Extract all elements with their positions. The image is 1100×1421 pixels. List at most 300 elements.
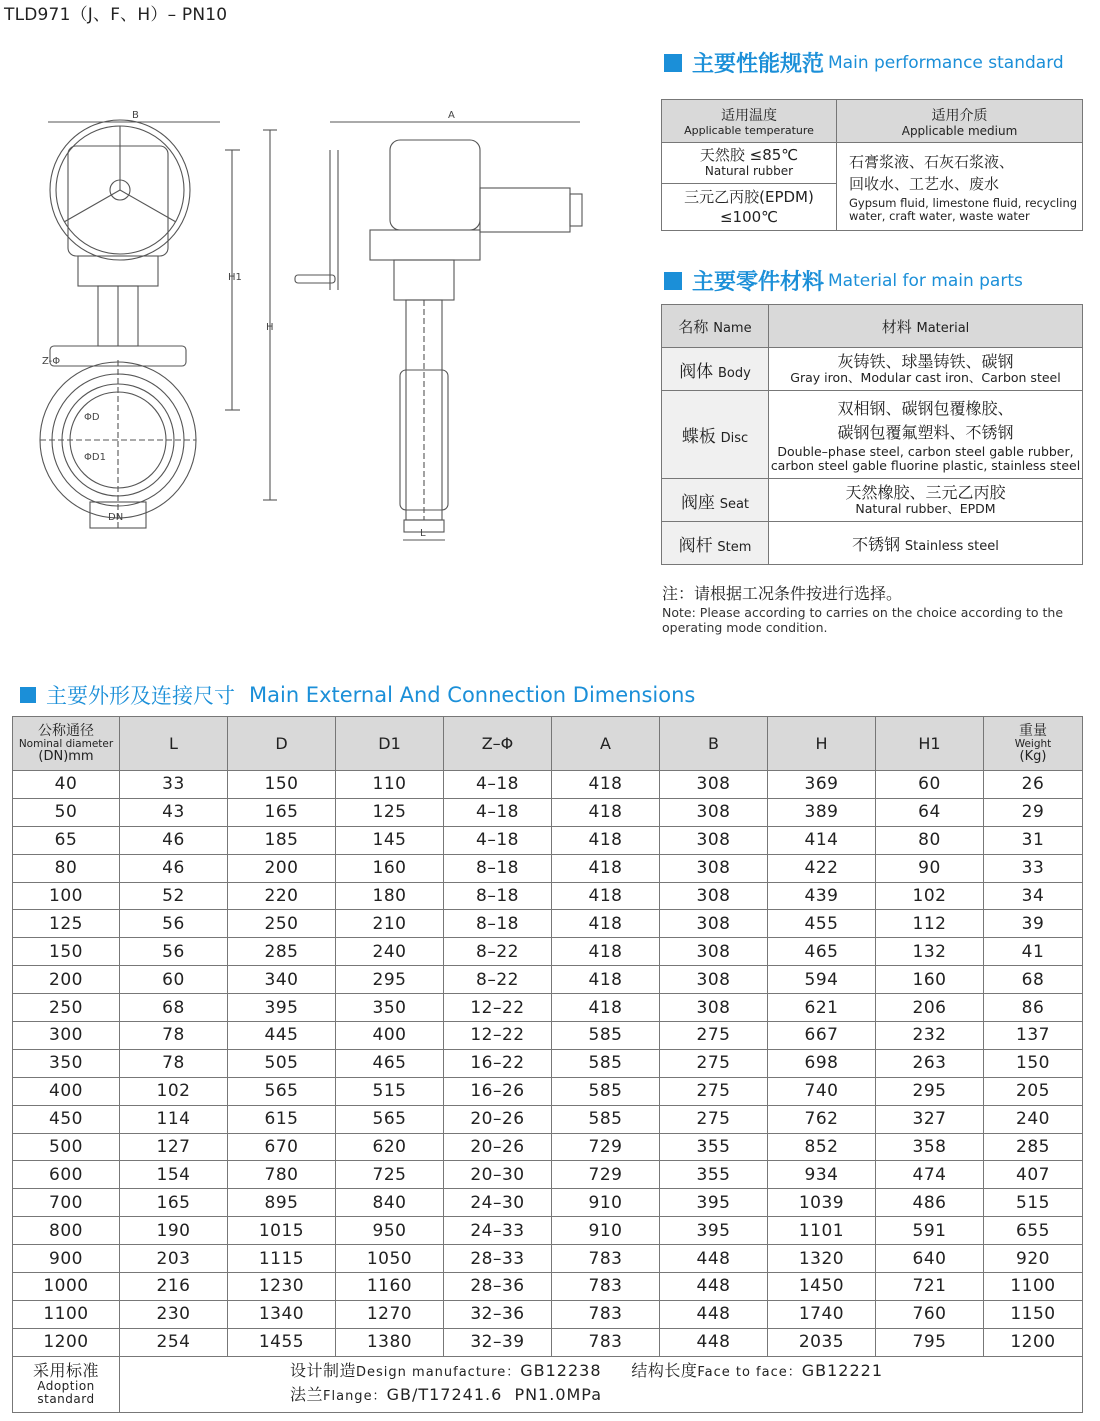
table-cell: 8–18: [444, 910, 552, 938]
std3-en: Flange：: [323, 1389, 387, 1405]
header-dn-en: Nominal diameter: [18, 737, 114, 750]
table-cell: 418: [552, 882, 660, 910]
material-en: Double–phase steel, carbon steel gable rubber,: [777, 443, 1074, 459]
material-en: Stainless steel: [904, 538, 999, 554]
note-zh: 注：请根据工况条件按进行选择。: [662, 584, 903, 603]
table-cell: 295: [336, 966, 444, 994]
material-name-en: Body: [717, 365, 751, 381]
table-cell: 41: [984, 938, 1083, 966]
table-cell: 102: [876, 882, 984, 910]
table-cell: 160: [876, 966, 984, 994]
table-cell: 1015: [228, 1217, 336, 1245]
material-row: [662, 391, 1083, 479]
table-cell: 783: [552, 1328, 660, 1356]
material-name: [662, 479, 769, 522]
note-en: Note: Please according to carries on the choice according to the operating mode condition.: [662, 605, 1064, 635]
table-cell: 700: [13, 1189, 120, 1217]
table-row: [13, 966, 1083, 994]
table-cell: 795: [876, 1328, 984, 1356]
material-value: [769, 479, 1083, 522]
material-row: [662, 348, 1083, 391]
table-cell: 600: [13, 1161, 120, 1189]
table-cell: 448: [660, 1273, 768, 1301]
table-cell: 1270: [336, 1300, 444, 1328]
table-cell: 439: [768, 882, 876, 910]
table-row: [13, 854, 1083, 882]
label-B: B: [132, 110, 139, 121]
table-cell: 910: [552, 1217, 660, 1245]
table-cell: 308: [660, 910, 768, 938]
header-weight-unit: (Kg): [1019, 748, 1047, 764]
dimensions-table: [12, 716, 1083, 1413]
table-cell: 698: [768, 1049, 876, 1077]
medium-en2: water, craft water, waste water: [849, 208, 1030, 223]
label-L: L: [420, 528, 426, 539]
table-cell: 585: [552, 1105, 660, 1133]
table-cell: 621: [768, 994, 876, 1022]
label-H: H: [266, 322, 274, 333]
std1-val: GB12238: [520, 1361, 602, 1381]
table-cell: 455: [768, 910, 876, 938]
table-cell: 725: [336, 1161, 444, 1189]
table-cell: 16–26: [444, 1077, 552, 1105]
table-cell: 400: [13, 1077, 120, 1105]
table-cell: 33: [120, 771, 228, 799]
table-cell: 450: [13, 1105, 120, 1133]
table-cell: 369: [768, 771, 876, 799]
table-cell: 1160: [336, 1273, 444, 1301]
table-row: [13, 1077, 1083, 1105]
table-cell: 185: [228, 826, 336, 854]
temp2-val: ≤100℃: [719, 208, 779, 226]
table-cell: 20–26: [444, 1133, 552, 1161]
material-name: [662, 348, 769, 391]
table-cell: 20–30: [444, 1161, 552, 1189]
materials-title-zh: 主要零件材料: [692, 270, 825, 295]
header-weight-zh: 重量: [1019, 722, 1047, 739]
table-row: [13, 826, 1083, 854]
std2-zh: 结构长度: [631, 1361, 698, 1381]
header-col: D1: [336, 717, 444, 771]
table-cell: 308: [660, 938, 768, 966]
table-cell: 840: [336, 1189, 444, 1217]
table-cell: 100: [13, 882, 120, 910]
table-cell: 448: [660, 1245, 768, 1273]
table-cell: 68: [120, 994, 228, 1022]
standards-label: [13, 1356, 120, 1412]
table-cell: 60: [120, 966, 228, 994]
table-cell: 285: [228, 938, 336, 966]
table-cell: 934: [768, 1161, 876, 1189]
header-material: [769, 305, 1083, 348]
table-cell: 46: [120, 826, 228, 854]
table-cell: 1740: [768, 1300, 876, 1328]
table-cell: 422: [768, 854, 876, 882]
table-cell: 275: [660, 1049, 768, 1077]
table-cell: 200: [13, 966, 120, 994]
table-cell: 250: [13, 994, 120, 1022]
table-cell: 500: [13, 1133, 120, 1161]
header-name-en: Name: [713, 320, 752, 336]
table-cell: 780: [228, 1161, 336, 1189]
header-weight: [984, 717, 1083, 771]
table-cell: 102: [120, 1077, 228, 1105]
standards-label-zh: 采用标准: [32, 1361, 99, 1381]
table-row: [13, 1189, 1083, 1217]
table-cell: 1100: [984, 1273, 1083, 1301]
material-value: [769, 391, 1083, 479]
table-cell: 12–22: [444, 1022, 552, 1050]
header-col: B: [660, 717, 768, 771]
table-cell: 486: [876, 1189, 984, 1217]
table-cell: 407: [984, 1161, 1083, 1189]
table-cell: 254: [120, 1328, 228, 1356]
table-cell: 1455: [228, 1328, 336, 1356]
table-cell: 145: [336, 826, 444, 854]
table-cell: 240: [336, 938, 444, 966]
material-en2: carbon steel gable fluorine plastic, stainless steel: [770, 457, 1081, 473]
table-cell: 24–33: [444, 1217, 552, 1245]
table-cell: 565: [336, 1105, 444, 1133]
table-cell: 783: [552, 1300, 660, 1328]
table-cell: 220: [228, 882, 336, 910]
table-cell: 594: [768, 966, 876, 994]
temp-natural-rubber: [662, 143, 837, 184]
table-cell: 78: [120, 1022, 228, 1050]
table-row: [13, 1217, 1083, 1245]
material-name-zh: 阀座: [680, 492, 715, 513]
table-cell: 275: [660, 1105, 768, 1133]
table-cell: 585: [552, 1049, 660, 1077]
table-cell: 112: [876, 910, 984, 938]
table-row: [13, 994, 1083, 1022]
table-cell: 60: [876, 771, 984, 799]
table-cell: 308: [660, 798, 768, 826]
label-D: ΦD: [84, 412, 100, 423]
medium-cell: [837, 143, 1083, 231]
table-cell: 355: [660, 1161, 768, 1189]
table-row: [13, 1273, 1083, 1301]
table-cell: 355: [660, 1133, 768, 1161]
table-cell: 275: [660, 1077, 768, 1105]
header-col: H1: [876, 717, 984, 771]
table-cell: 50: [13, 798, 120, 826]
medium-zh1: 石膏浆液、石灰石浆液、: [849, 152, 1015, 171]
material-name-en: Seat: [719, 496, 750, 512]
table-cell: 80: [876, 826, 984, 854]
table-cell: 465: [336, 1049, 444, 1077]
section-square-icon: [664, 272, 682, 290]
table-cell: 414: [768, 826, 876, 854]
table-cell: 418: [552, 910, 660, 938]
medium-zh2: 回收水、工艺水、废水: [849, 174, 1000, 193]
table-cell: 150: [984, 1049, 1083, 1077]
table-cell: 65: [13, 826, 120, 854]
table-cell: 418: [552, 994, 660, 1022]
table-cell: 620: [336, 1133, 444, 1161]
table-cell: 78: [120, 1049, 228, 1077]
header-temperature: [662, 100, 837, 143]
table-cell: 910: [552, 1189, 660, 1217]
material-name: [662, 391, 769, 479]
table-cell: 448: [660, 1328, 768, 1356]
table-cell: 150: [13, 938, 120, 966]
table-cell: 32–36: [444, 1300, 552, 1328]
table-cell: 350: [336, 994, 444, 1022]
table-row: [13, 910, 1083, 938]
table-cell: 900: [13, 1245, 120, 1273]
table-cell: 31: [984, 826, 1083, 854]
table-cell: 210: [336, 910, 444, 938]
header-dn-unit: (DN)mm: [38, 748, 94, 764]
table-cell: 740: [768, 1077, 876, 1105]
table-cell: 389: [768, 798, 876, 826]
header-weight-en: Weight: [1014, 737, 1052, 750]
table-cell: 32–39: [444, 1328, 552, 1356]
material-name-zh: 阀体: [679, 361, 714, 382]
table-cell: 275: [660, 1022, 768, 1050]
table-row: [13, 1049, 1083, 1077]
table-cell: 165: [228, 798, 336, 826]
table-cell: 800: [13, 1217, 120, 1245]
table-cell: 250: [228, 910, 336, 938]
header-dn-zh: 公称通径: [38, 722, 94, 739]
table-cell: 1340: [228, 1300, 336, 1328]
table-cell: 852: [768, 1133, 876, 1161]
label-D1: ΦD1: [84, 452, 106, 463]
table-cell: 670: [228, 1133, 336, 1161]
table-cell: 295: [876, 1077, 984, 1105]
header-dn: [13, 717, 120, 771]
materials-table: [661, 304, 1083, 565]
table-cell: 206: [876, 994, 984, 1022]
performance-title-en: Main performance standard: [828, 52, 1064, 73]
performance-section-title: [664, 47, 1064, 78]
table-cell: 34: [984, 882, 1083, 910]
header-medium: [837, 100, 1083, 143]
table-cell: 137: [984, 1022, 1083, 1050]
table-cell: 591: [876, 1217, 984, 1245]
table-cell: 418: [552, 826, 660, 854]
table-cell: 285: [984, 1133, 1083, 1161]
header-col: H: [768, 717, 876, 771]
std3-zh: 法兰: [290, 1385, 324, 1405]
table-cell: 46: [120, 854, 228, 882]
medium-en1: Gypsum fluid, limestone fluid, recycling: [849, 195, 1078, 210]
table-cell: 1100: [13, 1300, 120, 1328]
table-cell: 585: [552, 1022, 660, 1050]
material-zh2: 碳钢包覆氟塑料、不锈钢: [837, 422, 1014, 442]
table-cell: 230: [120, 1300, 228, 1328]
table-cell: 515: [984, 1189, 1083, 1217]
header-material-zh: 材料: [881, 317, 912, 336]
label-A: A: [448, 110, 455, 121]
table-cell: 762: [768, 1105, 876, 1133]
table-cell: 308: [660, 854, 768, 882]
table-row: [13, 1161, 1083, 1189]
header-col: L: [120, 717, 228, 771]
table-cell: 1450: [768, 1273, 876, 1301]
table-cell: 300: [13, 1022, 120, 1050]
table-cell: 263: [876, 1049, 984, 1077]
table-cell: 465: [768, 938, 876, 966]
table-cell: 1380: [336, 1328, 444, 1356]
table-cell: 448: [660, 1300, 768, 1328]
table-cell: 1230: [228, 1273, 336, 1301]
material-zh: 灰铸铁、球墨铸铁、碳钢: [837, 352, 1014, 371]
std3-val: GB/T17241.6 PN1.0MPa: [386, 1385, 603, 1405]
table-cell: 56: [120, 910, 228, 938]
header-material-en: Material: [916, 320, 970, 336]
table-cell: 760: [876, 1300, 984, 1328]
table-row: [13, 771, 1083, 799]
material-zh: 双相钢、碳钢包覆橡胶、: [837, 398, 1014, 418]
dimensions-section-title: [20, 680, 695, 710]
table-cell: 505: [228, 1049, 336, 1077]
table-cell: 1039: [768, 1189, 876, 1217]
material-row: [662, 522, 1083, 565]
table-cell: 110: [336, 771, 444, 799]
table-cell: 308: [660, 771, 768, 799]
table-cell: 127: [120, 1133, 228, 1161]
temp1-en: Natural rubber: [704, 164, 794, 178]
label-zphi: Z-Φ: [42, 356, 61, 367]
table-cell: 216: [120, 1273, 228, 1301]
performance-title-zh: 主要性能规范: [692, 52, 825, 77]
table-cell: 418: [552, 938, 660, 966]
selection-note: [662, 583, 1082, 635]
valve-technical-drawing: [20, 110, 590, 550]
table-cell: 86: [984, 994, 1083, 1022]
header-col: A: [552, 717, 660, 771]
temp1-zh: 天然胶 ≤85℃: [699, 146, 799, 164]
table-row: [13, 1328, 1083, 1356]
table-cell: 418: [552, 966, 660, 994]
table-cell: 8–18: [444, 882, 552, 910]
table-cell: 160: [336, 854, 444, 882]
table-cell: 28–36: [444, 1273, 552, 1301]
table-cell: 1101: [768, 1217, 876, 1245]
header-medium-en: Applicable medium: [901, 123, 1018, 138]
table-cell: 80: [13, 854, 120, 882]
table-cell: 4–18: [444, 771, 552, 799]
standards-label-en2: standard: [37, 1392, 95, 1407]
standards-value: [120, 1356, 1083, 1412]
table-cell: 20–26: [444, 1105, 552, 1133]
table-cell: 1200: [984, 1328, 1083, 1356]
material-name-zh: 蝶板: [681, 427, 716, 447]
table-cell: 125: [336, 798, 444, 826]
table-cell: 90: [876, 854, 984, 882]
table-cell: 615: [228, 1105, 336, 1133]
table-cell: 165: [120, 1189, 228, 1217]
performance-table: [661, 99, 1083, 231]
header-temp-zh: 适用温度: [721, 108, 777, 124]
table-cell: 56: [120, 938, 228, 966]
table-cell: 24–30: [444, 1189, 552, 1217]
table-cell: 340: [228, 966, 336, 994]
material-value: [769, 522, 1083, 565]
table-cell: 585: [552, 1077, 660, 1105]
table-cell: 114: [120, 1105, 228, 1133]
std2-en: Face to face：: [697, 1365, 802, 1381]
table-cell: 895: [228, 1189, 336, 1217]
table-cell: 474: [876, 1161, 984, 1189]
table-cell: 729: [552, 1133, 660, 1161]
table-cell: 418: [552, 798, 660, 826]
table-row: [13, 1133, 1083, 1161]
table-cell: 395: [660, 1189, 768, 1217]
material-row: [662, 479, 1083, 522]
table-cell: 640: [876, 1245, 984, 1273]
table-cell: 1320: [768, 1245, 876, 1273]
material-name-zh: 阀杆: [678, 535, 713, 556]
std1-en: Design manufacture：: [356, 1365, 521, 1381]
table-cell: 132: [876, 938, 984, 966]
header-medium-zh: 适用介质: [931, 107, 988, 124]
table-cell: 16–22: [444, 1049, 552, 1077]
table-cell: 2035: [768, 1328, 876, 1356]
table-cell: 327: [876, 1105, 984, 1133]
section-square-icon: [20, 687, 36, 703]
table-cell: 1200: [13, 1328, 120, 1356]
table-cell: 39: [984, 910, 1083, 938]
table-cell: 308: [660, 994, 768, 1022]
table-cell: 4–18: [444, 826, 552, 854]
table-cell: 350: [13, 1049, 120, 1077]
table-row: [13, 798, 1083, 826]
table-cell: 190: [120, 1217, 228, 1245]
temp2-zh: 三元乙丙胶(EPDM): [684, 188, 814, 206]
table-cell: 950: [336, 1217, 444, 1245]
table-cell: 445: [228, 1022, 336, 1050]
materials-section-title: [664, 265, 1023, 296]
material-en: Gray iron、Modular cast iron、Carbon steel: [790, 370, 1061, 385]
table-cell: 203: [120, 1245, 228, 1273]
table-cell: 1150: [984, 1300, 1083, 1328]
table-row: [13, 1105, 1083, 1133]
header-name: [662, 305, 769, 348]
std2-val: GB12221: [801, 1361, 884, 1381]
table-row: [13, 938, 1083, 966]
label-DN: DN: [108, 512, 124, 523]
table-cell: 667: [768, 1022, 876, 1050]
dimensions-body: [13, 771, 1083, 1357]
table-cell: 395: [228, 994, 336, 1022]
table-cell: 400: [336, 1022, 444, 1050]
table-cell: 515: [336, 1077, 444, 1105]
table-cell: 358: [876, 1133, 984, 1161]
table-cell: 200: [228, 854, 336, 882]
table-row: [13, 1245, 1083, 1273]
model-title: TLD971（J、F、H）– PN10: [4, 5, 228, 25]
table-cell: 205: [984, 1077, 1083, 1105]
table-cell: 395: [660, 1217, 768, 1245]
dimensions-title-en: Main External And Connection Dimensions: [249, 683, 696, 707]
table-cell: 308: [660, 826, 768, 854]
table-row: [13, 882, 1083, 910]
table-cell: 29: [984, 798, 1083, 826]
table-cell: 783: [552, 1273, 660, 1301]
table-row: [13, 1300, 1083, 1328]
temp-epdm: [662, 184, 837, 231]
table-cell: 1050: [336, 1245, 444, 1273]
table-cell: 154: [120, 1161, 228, 1189]
table-cell: 418: [552, 771, 660, 799]
std1-zh: 设计制造: [290, 1361, 357, 1381]
material-zh: 天然橡胶、三元乙丙胶: [845, 483, 1006, 502]
materials-title-en: Material for main parts: [828, 270, 1023, 291]
